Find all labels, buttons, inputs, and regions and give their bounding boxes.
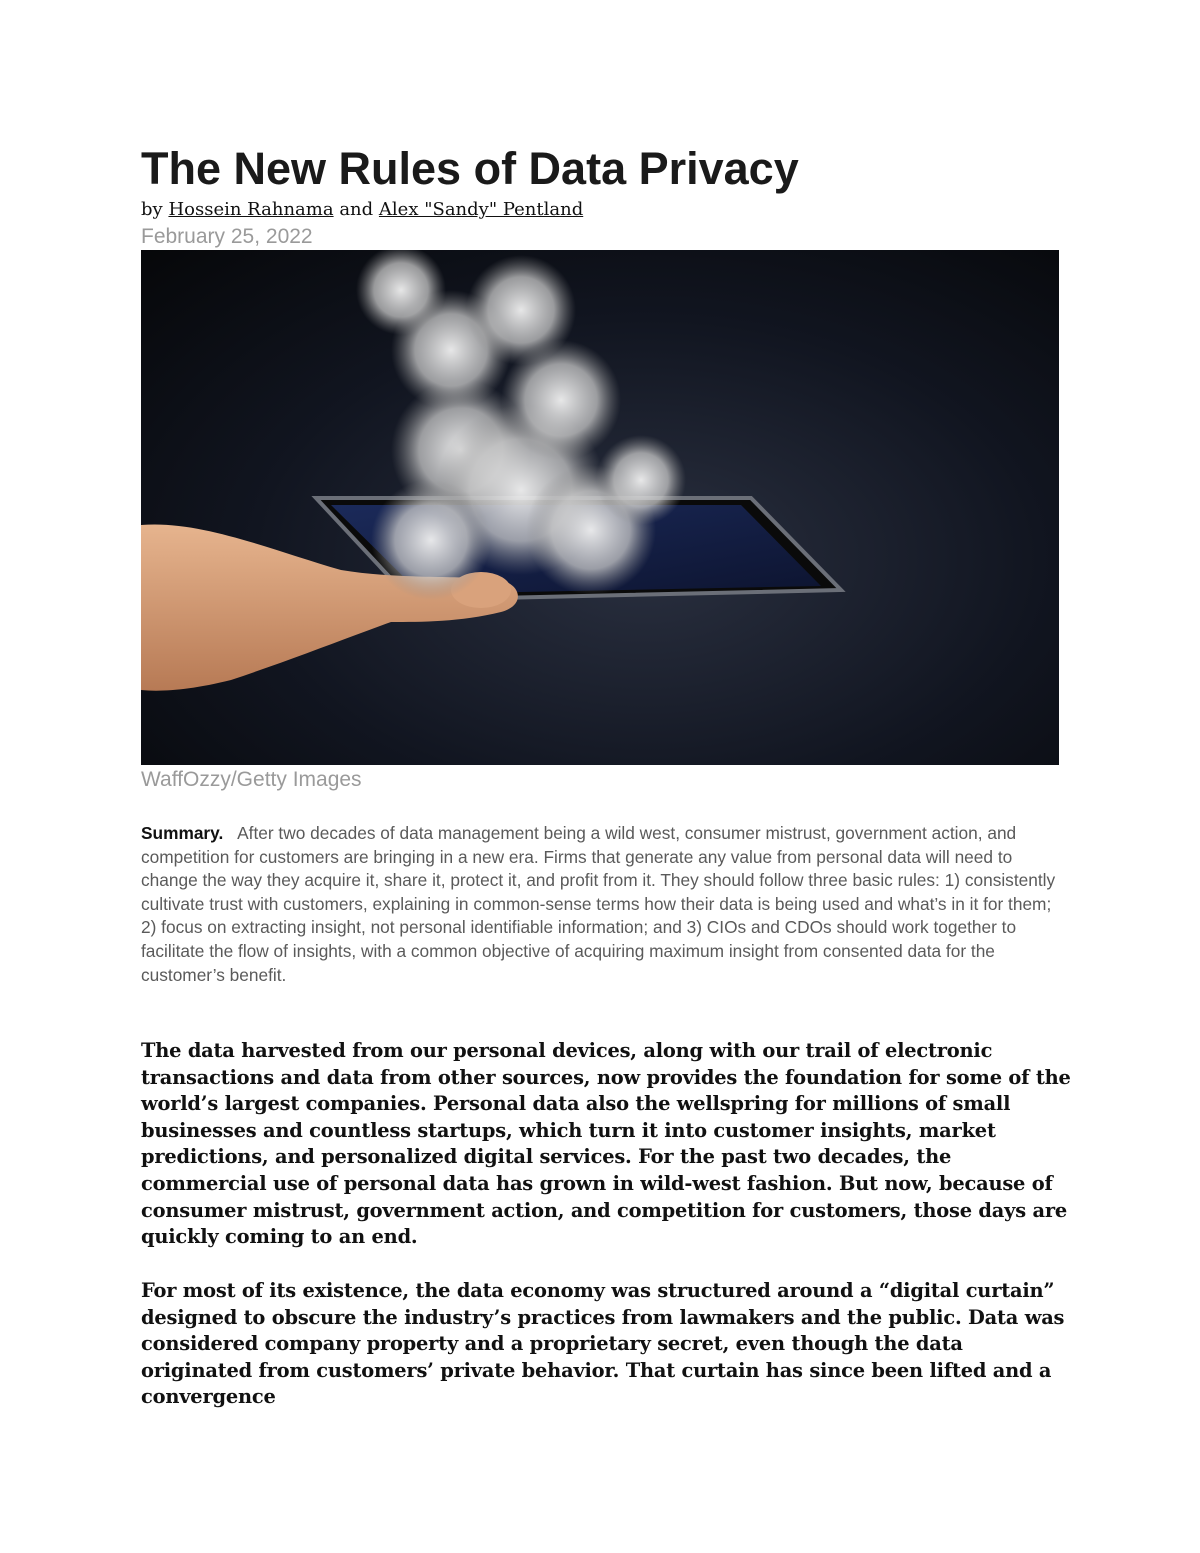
publish-date: February 25, 2022 xyxy=(141,225,313,248)
article-title: The New Rules of Data Privacy xyxy=(141,143,799,194)
summary-label: Summary. xyxy=(141,823,224,843)
body-paragraph-1: The data harvested from our personal devices, along with our trail of electronic transactions and data from other sources, now provides the foundation for some of the world’s largest companies. Personal data also the wellspring for millions of small businesses and countless startups, which turn it into customer insights, market predictions, and personalized digital services. For the past two decades, the commercial use of personal data has grown in wild-west fashion. But now, because of consumer mistrust, government action, and competition for customers, those days are quickly coming to an end. xyxy=(141,1039,1071,1249)
summary xyxy=(141,822,1071,987)
body-paragraph-2: For most of its existence, the data economy was structured around a “digital curtain” designed to obscure the industry’s practices from lawmakers and the public. Data was considered company property and a proprietary secret, even though the data originated from customers’ private behavior. That curtain has since been lifted and a convergence xyxy=(141,1279,1065,1409)
hero-image xyxy=(141,250,1059,765)
image-credit: WaffOzzy/Getty Images xyxy=(141,768,362,791)
author-link-2[interactable]: Alex "Sandy" Pentland xyxy=(378,199,584,220)
author-link-1[interactable]: Hossein Rahnama xyxy=(168,199,334,220)
byline-prefix: by xyxy=(141,199,163,220)
byline-and: and xyxy=(339,199,374,220)
summary-text: After two decades of data management being a wild west, consumer mistrust, government action, and competition for customers are bringing in a new era. Firms that generate any value from personal data will need to change the way they acquire it, share it, protect it, and profit from it. They should follow three basic rules: 1) consistently cultivate trust with customers, explaining in common-sense terms how their data is being used and what’s in it for them; 2) focus on extracting insight, not personal identifiable information; and 3) CIOs and CDOs should work together to facilitate the flow of insights, with a common objective of acquiring maximum insight from consented data for the customer’s benefit. xyxy=(141,823,1056,985)
hand-smartphone-smoke-illustration xyxy=(141,250,1059,765)
byline xyxy=(141,197,583,223)
